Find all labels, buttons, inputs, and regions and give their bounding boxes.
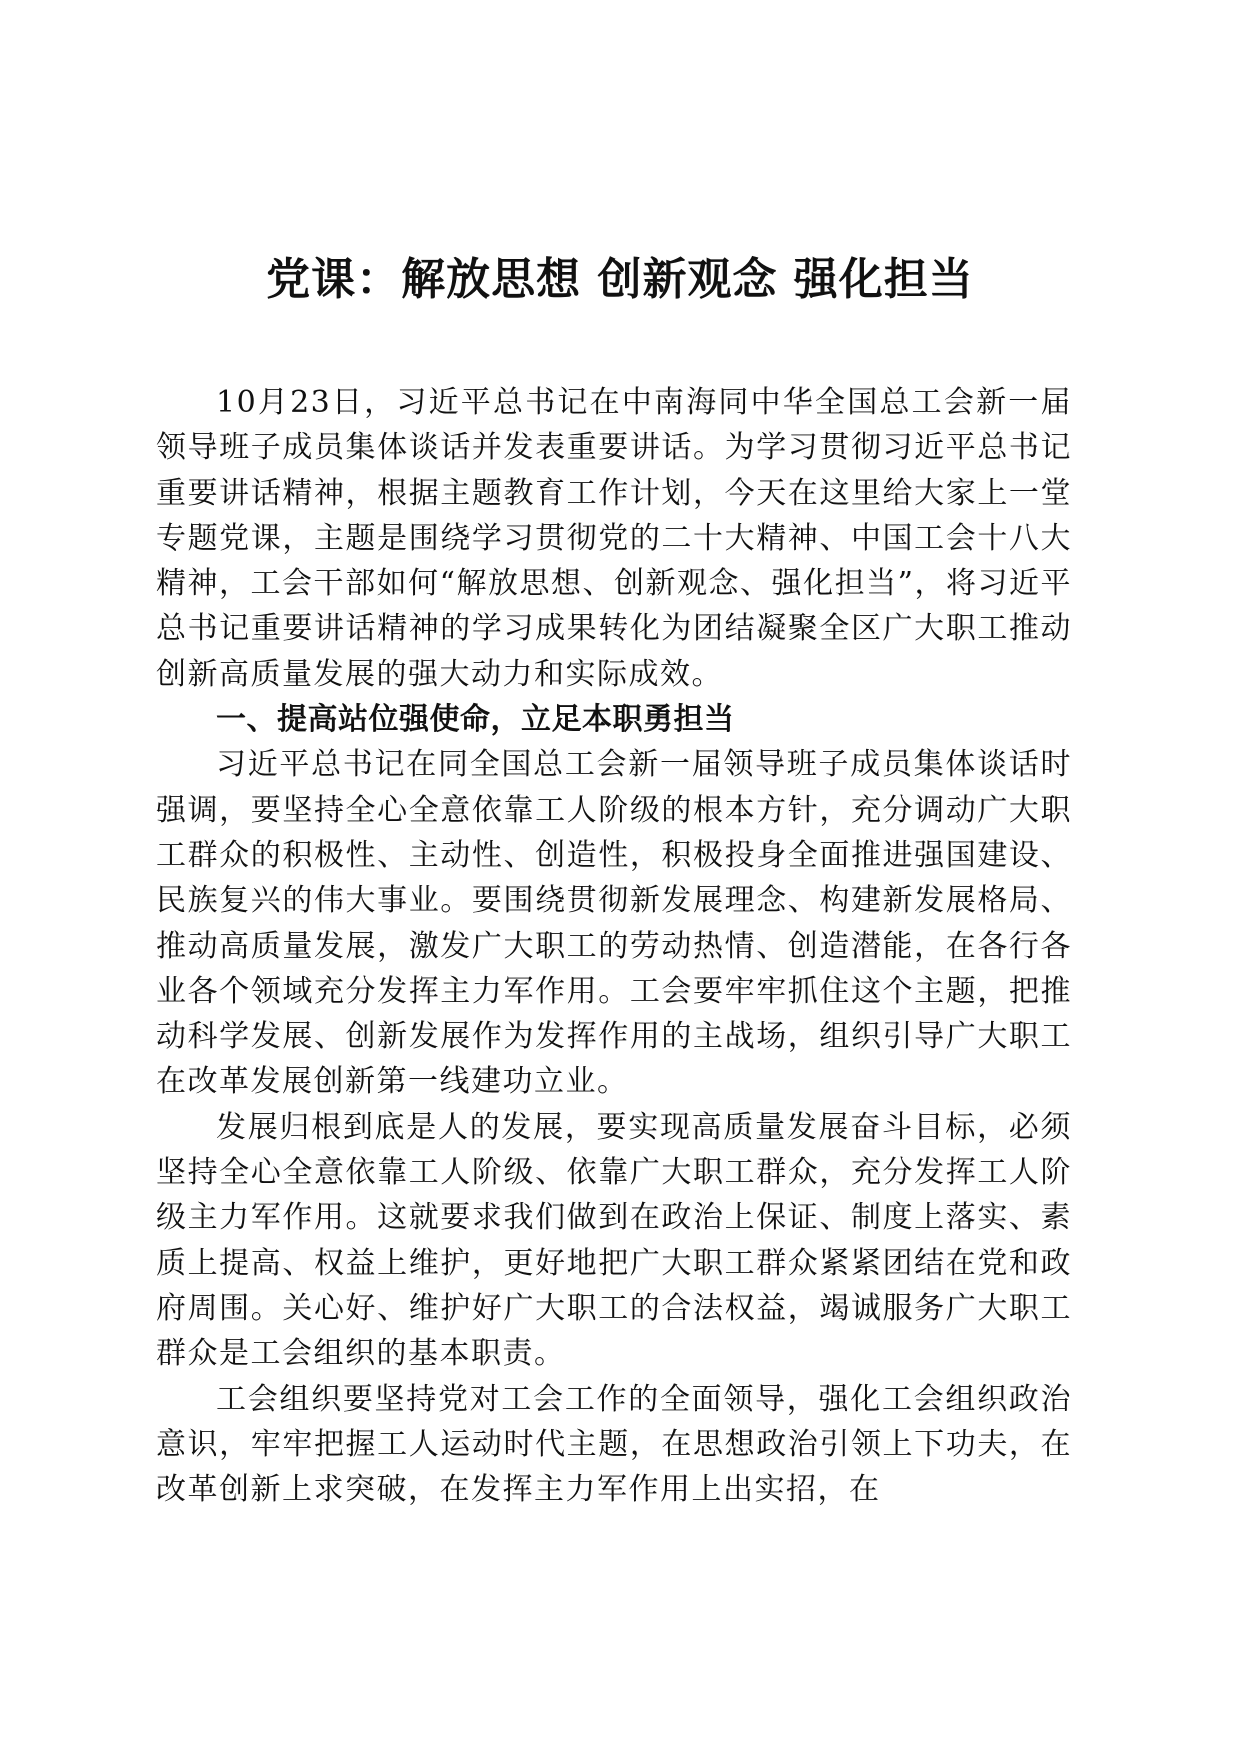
document-body — [156, 380, 1072, 1512]
section-paragraph-1: 习近平总书记在同全国总工会新一届领导班子成员集体谈话时强调，要坚持全心全意依靠工人阶级的根本方针，充分调动广大职工群众的积极性、主动性、创造性，积极投身全面推进强国建设、民族复兴的伟大事业。要围绕贯彻新发展理念、构建新发展格局、推动高质量发展，激发广大职工的劳动热情、创造潜能，在各行各业各个领域充分发挥主力军作用。工会要牢牢抓住这个主题，把推动科学发展、创新发展作为发挥作用的主战场，组织引导广大职工在改革发展创新第一线建功立业。 — [156, 747, 1072, 1100]
intro-paragraph: 10月23日，习近平总书记在中南海同中华全国总工会新一届领导班子成员集体谈话并发表重要讲话。为学习贯彻习近平总书记重要讲话精神，根据主题教育工作计划，今天在这里给大家上一堂专题党课，主题是围绕学习贯彻党的二十大精神、中国工会十八大精神，工会干部如何“解放思想、创新观念、强化担当”，将习近平总书记重要讲话精神的学习成果转化为团结凝聚全区广大职工推动创新高质量发展的强大动力和实际成效。 — [156, 385, 1072, 692]
section-paragraph-2: 发展归根到底是人的发展，要实现高质量发展奋斗目标，必须坚持全心全意依靠工人阶级、依靠广大职工群众，充分发挥工人阶级主力军作用。这就要求我们做到在政治上保证、制度上落实、素质上提高、权益上维护，更好地把广大职工群众紧紧团结在党和政府周围。关心好、维护好广大职工的合法权益，竭诚服务广大职工群众是工会组织的基本职责。 — [156, 1109, 1072, 1372]
section-paragraph-3: 工会组织要坚持党对工会工作的全面领导，强化工会组织政治意识，牢牢把握工人运动时代主题，在思想政治引领上下功夫，在改革创新上求突破，在发挥主力军作用上出实招，在 — [156, 1381, 1072, 1508]
document-title: 党课：解放思想 创新观念 强化担当 — [266, 254, 974, 305]
section-heading: 一、提高站位强使命，立足本职勇担当 — [216, 702, 735, 738]
